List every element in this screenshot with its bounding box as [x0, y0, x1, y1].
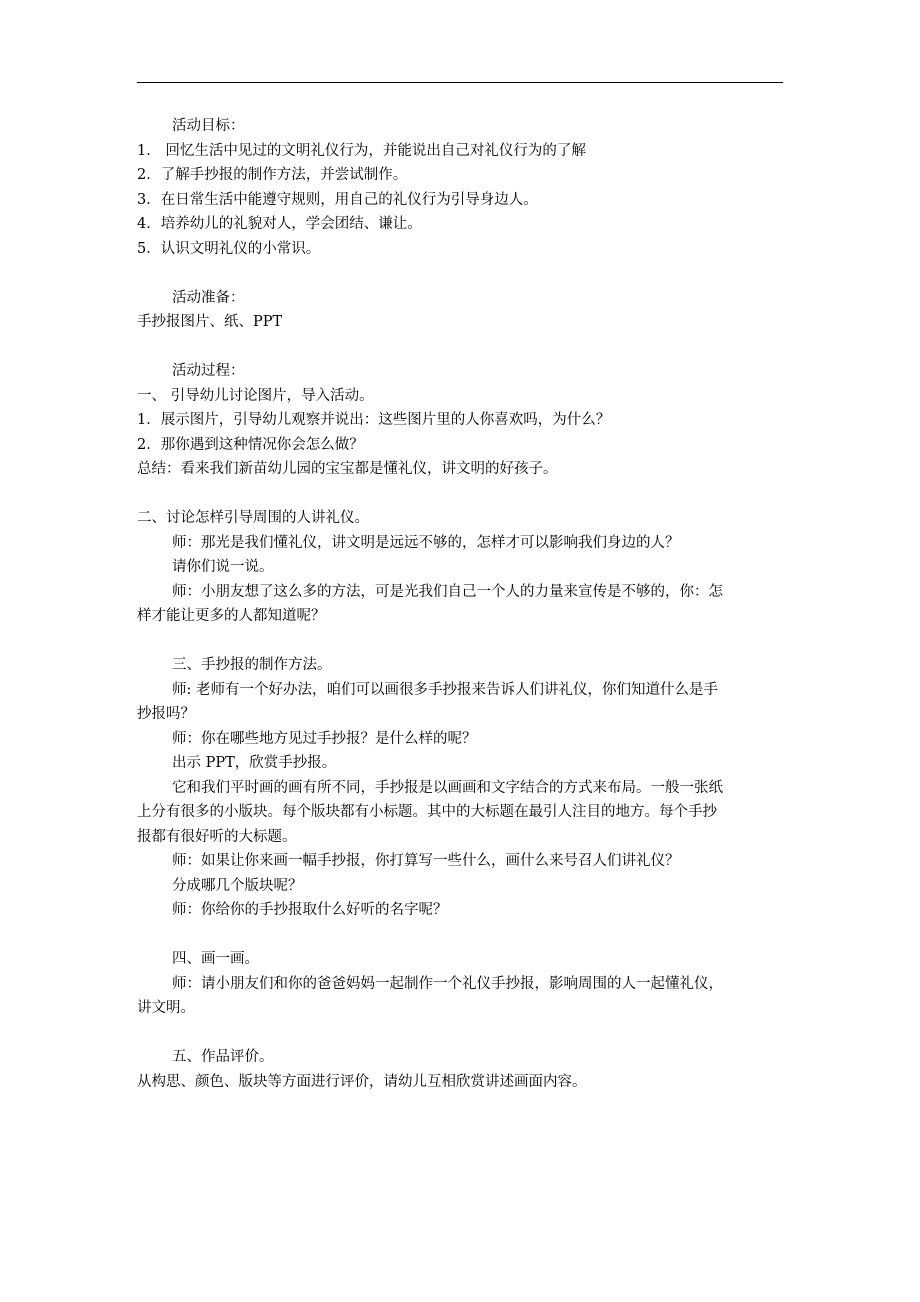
prep-title: 活动准备：: [172, 289, 245, 306]
document-body: [137, 114, 784, 1094]
header-rule: [137, 82, 783, 83]
section1-summary: 总结：看来我们新苗幼儿园的宝宝都是懂礼仪，讲文明的好孩子。: [137, 461, 558, 477]
section5-heading: 五、作品评价。: [172, 1049, 274, 1065]
section3-p2-first: 它和我们平时画的画有所不同，手抄报是以画画和文字结合的方式来布局。一般一张纸: [172, 779, 723, 796]
section2-para-rest: 样才能让更多的人都知道呢？: [137, 608, 326, 624]
section3-line: 师：如果让你来画一幅手抄报，你打算写一些什么，画什么来号召人们讲礼仪？: [172, 853, 680, 869]
section5-body: 从构思、颜色、版块等方面进行评价，请幼儿互相欣赏讲述画面内容。: [137, 1073, 587, 1090]
section3-p1-first: 师: 老师有一个好办法，咱们可以画很多手抄报来告诉人们讲礼仪，你们知道什么是手: [172, 681, 718, 698]
goals-title: 活动目标：: [172, 118, 245, 134]
section3-line: 师：你在哪些地方见过手抄报？是什么样的呢？: [172, 730, 477, 747]
section1-item: 2．那你遇到这种情况你会怎么做？: [137, 436, 364, 453]
section3-line: 师：你给你的手抄报取什么好听的名字呢？: [172, 902, 448, 918]
goal-item: 3．在日常生活中能遵守规则，用自己的礼仪行为引导身边人。: [137, 191, 538, 208]
prep-body: 手抄报图片、纸、PPT: [137, 314, 283, 330]
section2-para-first: 师：小朋友想了这么多的方法，可是光我们自己一个人的力量来宣传是不够的，你：怎: [172, 583, 723, 600]
goal-item: 5．认识文明礼仪的小常识。: [137, 240, 321, 257]
section3-p2-rest: 报都有很好听的大标题。: [137, 828, 297, 845]
section4-p-first: 师：请小朋友们和你的爸爸妈妈一起制作一个礼仪手抄报，影响周围的人一起懂礼仪，: [172, 975, 723, 992]
goal-item: 1． 回忆生活中见过的文明礼仪行为，并能说出自己对礼仪行为的了解: [137, 142, 586, 159]
section3-p2-mid: 上分有很多的小版块。每个版块都有小标题。其中的大标题在最引人注目的地方。每个手抄: [137, 804, 717, 820]
section2-line: 请你们说一说。: [172, 559, 274, 575]
section3-line: 分成哪几个版块呢？: [172, 877, 303, 894]
section4-p-rest: 讲文明。: [137, 1000, 195, 1016]
section3-line: 出示 PPT，欣赏手抄报。: [172, 755, 337, 771]
section3-p1-rest: 抄报吗？: [137, 706, 195, 722]
section2-heading: 二、讨论怎样引导周围的人讲礼仪。: [137, 510, 369, 526]
section2-line: 师：那光是我们懂礼仪，讲文明是远远不够的，怎样才可以影响我们身边的人？: [172, 534, 680, 551]
goal-item: 4．培养幼儿的礼貌对人，学会团结、谦让。: [137, 216, 422, 232]
section1-item: 1．展示图片，引导幼儿观察并说出：这些图片里的人你喜欢吗，为什么？: [137, 412, 611, 428]
section3-heading: 三、手抄报的制作方法。: [172, 657, 332, 673]
section4-heading: 四、画一画。: [172, 951, 259, 967]
section1-heading: 一、 引导幼儿讨论图片，导入活动。: [137, 387, 374, 404]
goal-item: 2．了解手抄报的制作方法，并尝试制作。: [137, 167, 408, 183]
process-title: 活动过程：: [172, 363, 245, 379]
